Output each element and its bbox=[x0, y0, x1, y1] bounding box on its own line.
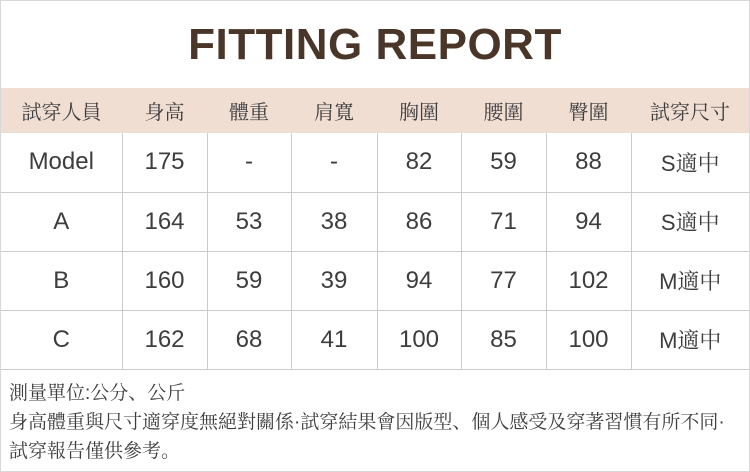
measurement-unit-note: 測量單位:公分、公斤 bbox=[9, 382, 186, 404]
cell-shoulder: 38 bbox=[291, 192, 377, 251]
disclaimer-note: 身高體重與尺寸適穿度無絕對關係·試穿結果會因版型、個人感受及穿著習慣有所不同·試穿報告僅供參考。 bbox=[9, 411, 725, 462]
page-title: FITTING REPORT bbox=[188, 19, 562, 69]
cell-size: S適中 bbox=[631, 192, 749, 251]
cell-weight: 53 bbox=[207, 192, 291, 251]
cell-shoulder: - bbox=[291, 133, 377, 192]
cell-person: C bbox=[1, 310, 122, 369]
column-header-waist: 腰圍 bbox=[461, 88, 546, 133]
cell-shoulder: 41 bbox=[291, 310, 377, 369]
cell-height: 160 bbox=[122, 251, 207, 310]
footnotes bbox=[1, 370, 749, 466]
cell-weight: 59 bbox=[207, 251, 291, 310]
cell-chest: 86 bbox=[377, 192, 461, 251]
cell-weight: 68 bbox=[207, 310, 291, 369]
cell-height: 162 bbox=[122, 310, 207, 369]
column-header-height: 身高 bbox=[122, 88, 207, 133]
cell-size: S適中 bbox=[631, 133, 749, 192]
table-row-a bbox=[1, 192, 749, 251]
table-row-c bbox=[1, 310, 749, 369]
cell-size: M適中 bbox=[631, 251, 749, 310]
cell-waist: 77 bbox=[461, 251, 546, 310]
cell-weight: - bbox=[207, 133, 291, 192]
title-bar bbox=[1, 1, 749, 88]
cell-chest: 94 bbox=[377, 251, 461, 310]
column-header-weight: 體重 bbox=[207, 88, 291, 133]
column-header-size: 試穿尺寸 bbox=[631, 88, 749, 133]
cell-person: B bbox=[1, 251, 122, 310]
cell-shoulder: 39 bbox=[291, 251, 377, 310]
cell-waist: 85 bbox=[461, 310, 546, 369]
cell-person: Model bbox=[1, 133, 122, 192]
cell-chest: 100 bbox=[377, 310, 461, 369]
column-header-chest: 胸圍 bbox=[377, 88, 461, 133]
cell-chest: 82 bbox=[377, 133, 461, 192]
cell-height: 175 bbox=[122, 133, 207, 192]
cell-waist: 59 bbox=[461, 133, 546, 192]
cell-hip: 100 bbox=[546, 310, 631, 369]
cell-hip: 94 bbox=[546, 192, 631, 251]
cell-size: M適中 bbox=[631, 310, 749, 369]
cell-height: 164 bbox=[122, 192, 207, 251]
cell-hip: 88 bbox=[546, 133, 631, 192]
header-row bbox=[1, 88, 749, 133]
column-header-person: 試穿人員 bbox=[1, 88, 122, 133]
cell-person: A bbox=[1, 192, 122, 251]
column-header-hip: 臀圍 bbox=[546, 88, 631, 133]
table-row-model bbox=[1, 133, 749, 192]
table-row-b bbox=[1, 251, 749, 310]
fitting-table bbox=[1, 88, 749, 370]
column-header-shoulder: 肩寬 bbox=[291, 88, 377, 133]
cell-hip: 102 bbox=[546, 251, 631, 310]
cell-waist: 71 bbox=[461, 192, 546, 251]
